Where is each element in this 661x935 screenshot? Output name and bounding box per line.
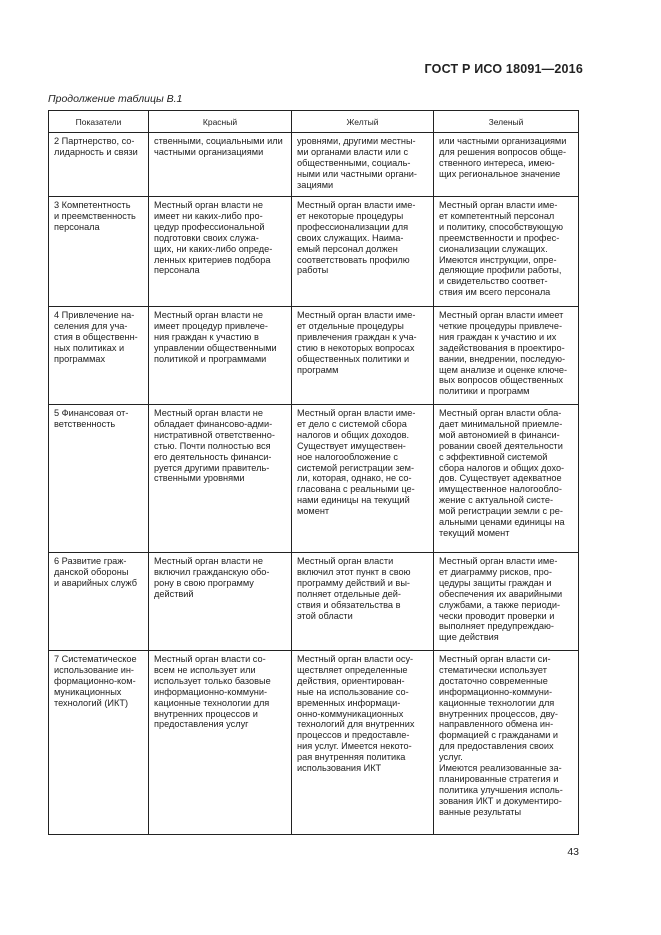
yellow-text: Местный орган власти включил этот пункт в свою программу действий и вы- полняет отдельные дей- ствия и обязательства в этой области [297,556,411,621]
indicator-cell [49,651,149,835]
table-row [49,651,579,835]
red-cell [149,133,292,197]
green-cell [434,651,579,835]
table-row [49,553,579,651]
table-row [49,197,579,307]
yellow-cell [292,197,434,307]
column-header-green: Зеленый [434,111,579,133]
indicator-cell [49,553,149,651]
green-cell [434,405,579,553]
document-code: ГОСТ Р ИСО 18091—2016 [424,62,583,76]
yellow-cell [292,133,434,197]
indicator-text: 5 Финансовая от- ветственность [54,408,129,429]
red-text: Местный орган власти не обладает финансово-адми- нистративной ответственно- стью. Почти полностью вся его деятельность финанси- руется другими правитель- ственными уровнями [154,408,275,484]
yellow-text: уровнями, другими местны- ми органами власти или с общественными, социаль- ными или частными органи- зациями [297,136,417,190]
indicator-text: 2 Партнерство, со- лидарность и связи [54,136,138,157]
indicator-cell [49,133,149,197]
criteria-table [48,110,579,835]
column-header-red: Красный [149,111,292,133]
green-text: Местный орган власти име- ет компетентный персонал и политику, способствующую преемственности и профес- сионализации служащих. Имеются инструкции, опре- деляющие профили работы, и свидетельство соответ- ствия им всего персонала [439,200,564,298]
table-header-row [49,111,579,133]
indicator-text: 6 Развитие граж- данской обороны и аварийных служб [54,556,138,588]
red-cell [149,307,292,405]
yellow-cell [292,651,434,835]
green-text: Местный орган власти име- ет диаграмму рисков, про- цедуры защиты граждан и обеспечения их аварийными службами, а также периоди- чески проводит проверки и выполняет предупреждаю- щие действия [439,556,563,643]
yellow-text: Местный орган власти име- ет дело с системой сбора налогов и общих доходов. Существует имуществен- ное налогообложение с системой регистрации зем- ли, которая, однако, не со- гласована с реальными це- нами единицы на текущий момент [297,408,416,517]
green-cell [434,133,579,197]
column-header-indicators: Показатели [49,111,149,133]
column-header-yellow: Желтый [292,111,434,133]
green-cell [434,197,579,307]
indicator-cell [49,307,149,405]
red-text: ственными, социальными или частными организациями [154,136,283,157]
yellow-text: Местный орган власти осу- ществляет определенные действия, ориентирован- ные на использование со- временных информаци- онно-коммуникационных технологий для внутренних процессов и предоставле- ния услуг. Имеется некото- рая внутренняя политика использования ИКТ [297,654,415,774]
red-text: Местный орган власти не имеет ни каких-либо про- цедур профессиональной подготовки своих служа- щих, ни каких-либо опреде- ленных критериев подбора персонала [154,200,273,276]
red-text: Местный орган власти со- всем не использует или использует только базовые информационно-коммуни- кационные технологии для внутренних процессов и предоставления услуг [154,654,271,730]
green-cell [434,307,579,405]
green-text: Местный орган власти си- стематически использует достаточно современные информационно-коммуни- кационные технологии для внутренних процессов, дву- направленного обмена ин- формацией с гражданами и для предоставления своих услуг. Имеются реализованные за- планированные стратегия и политика улучшения исполь- зования ИКТ и документиро- ванные результаты [439,654,563,817]
table-row [49,307,579,405]
red-text: Местный орган власти не включил гражданскую обо- рону в свою программу действий [154,556,270,599]
page-number: 43 [567,846,579,858]
green-text: Местный орган власти обла- дает минимальной приемле- мой автономией в финанси- ровании своей деятельности с эффективной системой сбора налогов и общих дохо- дов. Существует адекватное имущественное налогообло- жение с актуальной систе- мой регистрации земли с ре- альными ценами единицы на текущий момент [439,408,565,538]
table-row [49,133,579,197]
table-caption: Продолжение таблицы В.1 [48,93,183,105]
red-cell [149,553,292,651]
red-cell [149,405,292,553]
indicator-text: 4 Привлечение на- селения для уча- стия в общественн- ных политиках и программах [54,310,138,364]
table-row [49,405,579,553]
red-cell [149,197,292,307]
yellow-text: Местный орган власти име- ет некоторые процедуры профессионализации для своих служащих. Наима- емый персонал должен соответствовать профилю работы [297,200,416,276]
yellow-cell [292,553,434,651]
green-cell [434,553,579,651]
yellow-cell [292,405,434,553]
indicator-text: 7 Систематическое использование ин- формационно-ком- муникационных технологий (ИКТ) [54,654,137,708]
green-text: Местный орган власти имеет четкие процедуры привлече- ния граждан к участию и их задействования в проектиро- вании, внедрении, последую- щем анализе и оценке ключе- вых вопросов общественных политики и программ [439,310,568,397]
red-text: Местный орган власти не имеет процедур привлече- ния граждан к участию в управлении общественными политикой и программами [154,310,277,364]
indicator-cell [49,197,149,307]
red-cell [149,651,292,835]
yellow-text: Местный орган власти име- ет отдельные процедуры привлечения граждан к уча- стию в некоторых вопросах общественных политики и программ [297,310,417,375]
green-text: или частными организациями для решения вопросов обще- ственного интереса, имею- щих региональное значение [439,136,567,179]
indicator-cell [49,405,149,553]
yellow-cell [292,307,434,405]
indicator-text: 3 Компетентность и преемственность персонала [54,200,136,232]
